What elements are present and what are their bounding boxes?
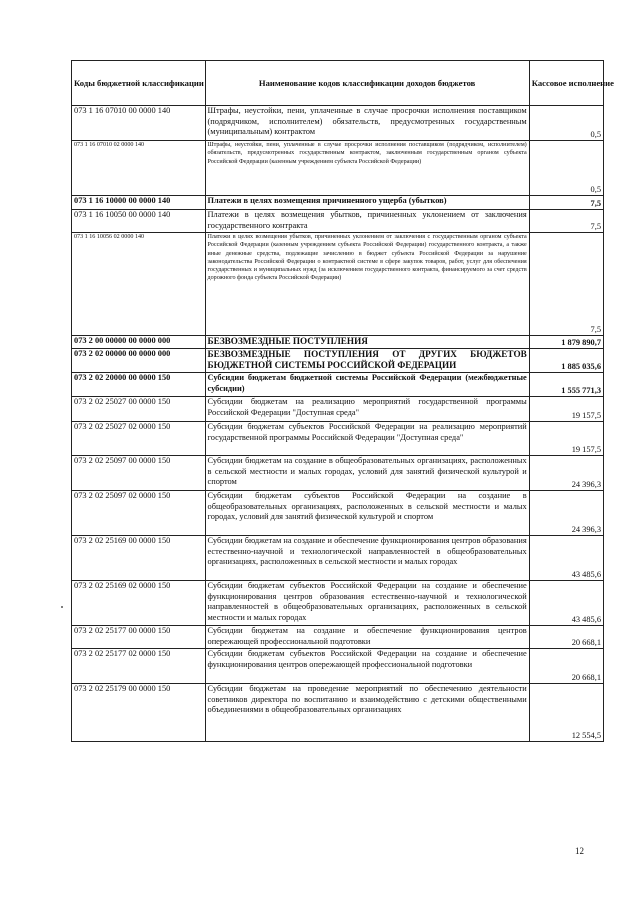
row-name: Платежи в целях возмещения убытков, причиненных уклонением от заключения государственного контракта xyxy=(205,210,529,233)
row-name: Платежи в целях возмещения причиненного ущерба (убытков) xyxy=(205,196,529,210)
row-code: 073 1 16 07010 00 0000 140 xyxy=(72,106,206,141)
table-row xyxy=(72,684,604,742)
row-code: 073 1 16 10056 02 0000 140 xyxy=(72,233,206,336)
table-row xyxy=(72,336,604,349)
row-name: Субсидии бюджетам субъектов Российской Федерации на реализацию мероприятий государственной программы Российской Федерации "Доступная среда" xyxy=(205,422,529,456)
scan-dot xyxy=(61,606,63,608)
row-amount: 24 396,3 xyxy=(529,456,603,491)
header-name: Наименование кодов классификации доходов бюджетов xyxy=(205,61,529,106)
table-row xyxy=(72,422,604,456)
table-row xyxy=(72,536,604,581)
row-code: 073 2 02 25169 00 0000 150 xyxy=(72,536,206,581)
revenue-table xyxy=(71,60,614,742)
row-code: 073 2 02 25179 00 0000 150 xyxy=(72,684,206,742)
row-code: 073 2 02 25097 02 0000 150 xyxy=(72,491,206,536)
row-name: Субсидии бюджетам на реализацию мероприятий государственной программы Российской Федерации "Доступная среда" xyxy=(205,397,529,422)
row-code: 073 1 16 10050 00 0000 140 xyxy=(72,210,206,233)
row-code: 073 2 00 00000 00 0000 000 xyxy=(72,336,206,349)
row-code: 073 2 02 00000 00 0000 000 xyxy=(72,349,206,373)
row-name: Субсидии бюджетам на создание в общеобразовательных организациях, расположенных в сельской местности и малых городах, условий для занятий физической культурой и спортом xyxy=(205,456,529,491)
table-row xyxy=(72,141,604,196)
row-amount: 1 885 035,6 xyxy=(529,349,603,373)
row-code: 073 2 02 25177 00 0000 150 xyxy=(72,626,206,649)
row-code: 073 2 02 25169 02 0000 150 xyxy=(72,581,206,626)
header-amount: Кассовое исполнение xyxy=(529,61,603,106)
table-row xyxy=(72,349,604,373)
row-amount: 7,5 xyxy=(529,210,603,233)
row-name: Субсидии бюджетам на создание и обеспечение функционирования центров опережающей профессиональной подготовки xyxy=(205,626,529,649)
row-name: БЕЗВОЗМЕЗДНЫЕ ПОСТУПЛЕНИЯ ОТ ДРУГИХ БЮДЖЕТОВ БЮДЖЕТНОЙ СИСТЕМЫ РОССИЙСКОЙ ФЕДЕРАЦИИ xyxy=(205,349,529,373)
row-amount: 20 668,1 xyxy=(529,626,603,649)
row-code: 073 1 16 10000 00 0000 140 xyxy=(72,196,206,210)
row-amount: 0,5 xyxy=(529,106,603,141)
table-row xyxy=(72,397,604,422)
row-name: Субсидии бюджетам субъектов Российской Федерации на создание и обеспечение функционирования центров опережающей профессиональной подготовки xyxy=(205,649,529,684)
row-name: Субсидии бюджетам бюджетной системы Российской Федерации (межбюджетные субсидии) xyxy=(205,373,529,397)
row-name: Субсидии бюджетам субъектов Российской Федерации на создание в общеобразовательных организациях, расположенных в сельской местности и малых городах, условий для занятий физической культурой и спортом xyxy=(205,491,529,536)
row-amount: 19 157,5 xyxy=(529,397,603,422)
row-amount: 20 668,1 xyxy=(529,649,603,684)
row-code: 073 1 16 07010 02 0000 140 xyxy=(72,141,206,196)
row-name: БЕЗВОЗМЕЗДНЫЕ ПОСТУПЛЕНИЯ xyxy=(205,336,529,349)
row-amount: 1 555 771,3 xyxy=(529,373,603,397)
row-amount: 7,5 xyxy=(529,196,603,210)
row-name: Субсидии бюджетам субъектов Российской Федерации на создание и обеспечение функционирования центров образования естественно-научной и технологической направленностей в общеобразовательных организациях, расположенных в сельской местности и малых городах xyxy=(205,581,529,626)
table-row xyxy=(72,626,604,649)
table-row xyxy=(72,106,604,141)
row-amount: 24 396,3 xyxy=(529,491,603,536)
row-name: Платежи в целях возмещения убытков, причиненных уклонением от заключения с государственным органом субъекта Российской Федерации (казенным учреждением субъекта Российской Федерации) государственного контракта, а также иные денежные средства, подлежащие зачислению в бюджет субъекта Российской Федерации за нарушение законодательства Российской Федерации о контрактной системе в сфере закупок товаров, работ, услуг для обеспечения государственных и муниципальных нужд (за исключением государственного контракта, финансируемого за счет средств дорожного фонда субъекта Российской Федерации) xyxy=(205,233,529,336)
row-amount: 12 554,5 xyxy=(529,684,603,742)
row-amount: 1 879 890,7 xyxy=(529,336,603,349)
row-code: 073 2 02 25177 02 0000 150 xyxy=(72,649,206,684)
table-row xyxy=(72,210,604,233)
table-row xyxy=(72,581,604,626)
table-row xyxy=(72,491,604,536)
row-code: 073 2 02 25097 00 0000 150 xyxy=(72,456,206,491)
row-amount: 19 157,5 xyxy=(529,422,603,456)
header-code: Коды бюджетной классификации xyxy=(72,61,206,106)
table-header-row xyxy=(72,61,604,106)
row-name: Субсидии бюджетам на создание и обеспечение функционирования центров образования естественно-научной и технологической направленностей в общеобразовательных организациях, расположенных в сельской местности и малых городах xyxy=(205,536,529,581)
table-row xyxy=(72,233,604,336)
row-name: Штрафы, неустойки, пени, уплаченные в случае просрочки исполнения поставщиком (подрядчиком, исполнителем) обязательств, предусмотренных государственным контрактом, заключенным государственным органом субъекта Российской Федерации (казенным учреждением субъекта Российской Федерации) xyxy=(205,141,529,196)
table-row xyxy=(72,456,604,491)
row-name: Штрафы, неустойки, пени, уплаченные в случае просрочки исполнения поставщиком (подрядчиком, исполнителем) обязательств, предусмотренных государственным (муниципальным) контрактом xyxy=(205,106,529,141)
row-code: 073 2 02 20000 00 0000 150 xyxy=(72,373,206,397)
table-row xyxy=(72,196,604,210)
row-amount: 43 485,6 xyxy=(529,581,603,626)
row-amount: 0,5 xyxy=(529,141,603,196)
row-amount: 7,5 xyxy=(529,233,603,336)
table-row xyxy=(72,373,604,397)
row-code: 073 2 02 25027 02 0000 150 xyxy=(72,422,206,456)
page-number: 12 xyxy=(575,846,584,856)
table-body xyxy=(72,106,604,742)
table-row xyxy=(72,649,604,684)
row-amount: 43 485,6 xyxy=(529,536,603,581)
row-name: Субсидии бюджетам на проведение мероприятий по обеспечению деятельности советников директора по воспитанию и взаимодействию с детскими общественными объединениями в общеобразовательных организациях xyxy=(205,684,529,742)
row-code: 073 2 02 25027 00 0000 150 xyxy=(72,397,206,422)
